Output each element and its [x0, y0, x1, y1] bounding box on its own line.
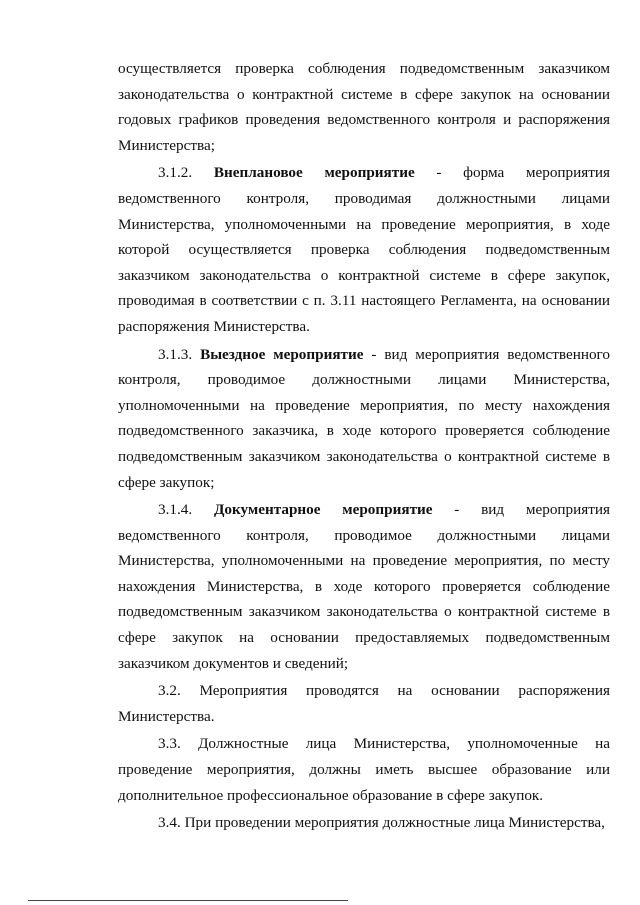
paragraph-3-1-3	[118, 342, 610, 496]
paragraph-text: - вид мероприятия ведомственного контроля, проводимое должностными лицами Министерства, уполномоченными на проведение мероприятия, по месту нахождения Министерства, в ходе которого проверяется соблюдение подведомственным заказчиком законодательства о контрактной системе в сфере закупок на основании предоставляемых подведомственным заказчиком документов и сведений;	[118, 501, 610, 672]
clause-number: 3.2.	[158, 682, 200, 700]
document-body	[118, 56, 610, 836]
clause-number: 3.1.3.	[158, 345, 201, 363]
defined-term: Внеплановое мероприятие	[213, 164, 415, 182]
clause-number: 3.1.2.	[158, 164, 214, 182]
defined-term: Выездное мероприятие	[200, 345, 364, 363]
clause-number: 3.1.4.	[158, 501, 214, 519]
defined-term: Документарное мероприятие	[213, 501, 433, 519]
clause-number: 3.3.	[158, 735, 199, 753]
paragraph-text: - вид мероприятия ведомственного контроля, проводимое должностными лицами Министерства, уполномоченными на проведение мероприятия, по месту нахождения подведомственного заказчика, в ходе которого проверяется соблюдение подведомственным заказчиком законодательства о контрактной системе в сфере закупок;	[118, 345, 611, 491]
paragraph-text: При проведении мероприятия должностные лица Министерства,	[184, 814, 605, 832]
paragraph-3-2	[118, 678, 610, 729]
paragraph-text: Мероприятия проводятся на основании распоряжения Министерства.	[118, 682, 611, 725]
paragraph-text: осуществляется проверка соблюдения подведомственным заказчиком законодательства о контрактной системе в сфере закупок на основании годовых графиков проведения ведомственного контроля и распоряжения Министерства;	[118, 60, 610, 154]
paragraph-3-1-4	[118, 497, 610, 676]
paragraph-3-3	[118, 731, 610, 808]
footnote-separator-line	[28, 900, 348, 901]
paragraph-continuation	[118, 56, 610, 158]
clause-number: 3.4.	[158, 814, 185, 832]
paragraph-3-1-2	[118, 160, 610, 339]
paragraph-3-4	[118, 810, 610, 836]
paragraph-text: - форма мероприятия ведомственного контроля, проводимая должностными лицами Министерства, уполномоченными на проведение мероприятия, в ходе которой осуществляется проверка соблюдения подведомственным заказчиком законодательства о контрактной системе в сфере закупок, проводимая в соответствии с п. 3.11 настоящего Регламента, на основании распоряжения Министерства.	[118, 164, 611, 335]
paragraph-text: Должностные лица Министерства, уполномоченные на проведение мероприятия, должны иметь высшее образование или дополнительное профессиональное образование в сфере закупок.	[118, 735, 610, 804]
